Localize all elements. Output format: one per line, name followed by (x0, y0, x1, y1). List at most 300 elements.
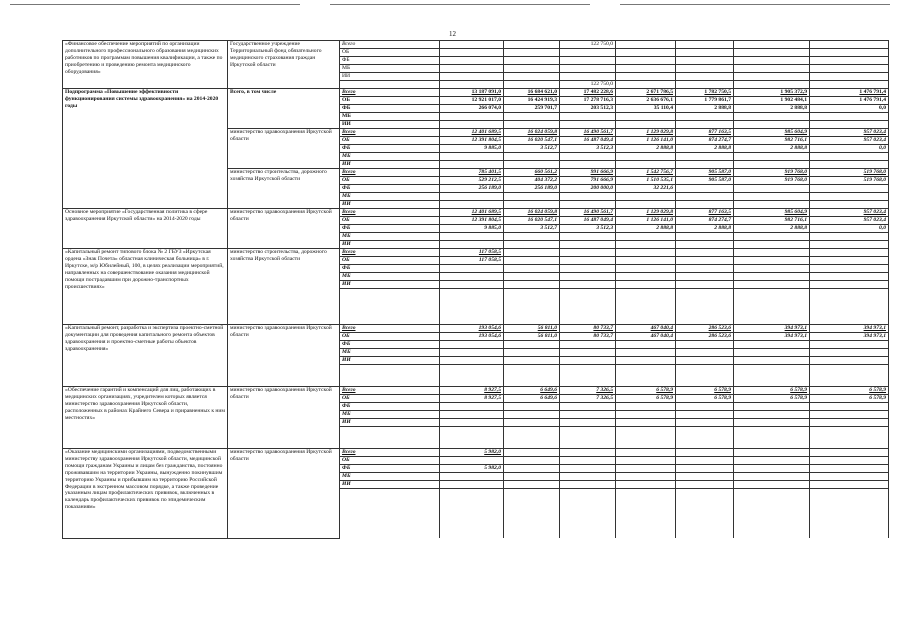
empty-cell (340, 289, 440, 297)
empty-cell (616, 489, 676, 497)
amount-cell (504, 65, 560, 73)
empty-cell (676, 296, 734, 303)
amount-cell: 1 905 372,9 (734, 89, 810, 97)
amount-cell (676, 185, 734, 193)
activity-description: «Финансовое обеспечение мероприятий по организации дополнительного профессионального образования медицинских работников по программам повышения квалификации, а также по приобретению и проведению ремонта медицинского оборудования» (63, 41, 228, 89)
amount-cell: 394 973,1 (734, 325, 810, 333)
empty-cell (810, 427, 889, 435)
amount-cell (734, 41, 810, 49)
amount-cell: 7 326,5 (560, 395, 616, 403)
amount-cell (504, 281, 560, 289)
funding-source: ФБ (340, 57, 440, 65)
amount-cell (616, 57, 676, 65)
amount-cell (810, 449, 889, 457)
amount-cell (504, 419, 560, 427)
amount-cell (440, 113, 504, 121)
amount-cell (734, 185, 810, 193)
amount-cell (810, 419, 889, 427)
amount-cell: 117 058,5 (440, 257, 504, 265)
amount-cell (616, 193, 676, 201)
amount-cell: 6 649,6 (504, 387, 560, 395)
amount-cell: 0,0 (810, 225, 889, 233)
amount-cell: 919 768,0 (734, 169, 810, 177)
empty-cell (560, 489, 616, 497)
amount-cell: 16 024 059,8 (504, 209, 560, 217)
amount-cell: 6 578,9 (810, 387, 889, 395)
empty-cell (560, 517, 616, 524)
funding-source: ФБ (340, 145, 440, 153)
empty-cell (504, 289, 560, 297)
activity-description: «Оказание медицинскими организациями, подведомственными министерству здравоохранения Иркутской области, медицинской помощи гражданам Украины и лицам без гражданства, постоянно проживавшим на территории Украины, вынужденно покинувшим территорию Украины и прибывшим на территорию Российской Федерации в экстренном массовом порядке, а также проведение указанным лицам профилактических прививок, включенных в календарь профилактических прививок по эпидемическим показаниям» (63, 449, 228, 539)
funding-source: ИИ (340, 419, 440, 427)
amount-cell (734, 357, 810, 365)
empty-cell (810, 310, 889, 317)
empty-cell (616, 317, 676, 325)
amount-cell: 256 189,0 (440, 185, 504, 193)
amount-cell: 394 973,1 (810, 325, 889, 333)
amount-cell (616, 161, 676, 169)
empty-cell (340, 365, 440, 373)
amount-cell (616, 419, 676, 427)
funding-source: МБ (340, 349, 440, 357)
amount-cell (440, 57, 504, 65)
amount-cell: 80 733,7 (560, 325, 616, 333)
empty-cell (616, 531, 676, 538)
amount-cell (810, 121, 889, 129)
empty-cell (676, 531, 734, 538)
empty-cell (734, 303, 810, 310)
amount-cell (734, 121, 810, 129)
table-row (63, 449, 889, 457)
empty-cell (616, 503, 676, 510)
empty-cell (676, 434, 734, 441)
funding-source: Всего (340, 449, 440, 457)
amount-cell (734, 257, 810, 265)
empty-cell (340, 379, 440, 387)
empty-cell (676, 510, 734, 517)
empty-cell (810, 434, 889, 441)
empty-cell (616, 372, 676, 379)
funding-source: ОБ (340, 97, 440, 105)
amount-cell: 286 523,6 (676, 325, 734, 333)
amount-cell: 2 888,8 (734, 145, 810, 153)
amount-cell: 3 512,3 (560, 225, 616, 233)
empty-cell (504, 317, 560, 325)
amount-cell: 16 487 049,4 (560, 137, 616, 145)
empty-cell (810, 303, 889, 310)
amount-cell (440, 265, 504, 273)
funding-source: ОБ (340, 49, 440, 57)
funding-source: МБ (340, 153, 440, 161)
amount-cell (616, 153, 676, 161)
amount-cell (734, 65, 810, 73)
amount-cell: 56 811,0 (504, 333, 560, 341)
amount-cell: 9 885,0 (440, 145, 504, 153)
scan-top-edge-left (10, 4, 300, 5)
empty-cell (504, 517, 560, 524)
amount-cell (560, 465, 616, 473)
amount-cell (560, 473, 616, 481)
empty-cell (616, 289, 676, 297)
empty-cell (560, 303, 616, 310)
empty-cell (560, 310, 616, 317)
empty-cell (734, 310, 810, 317)
empty-cell (504, 365, 560, 373)
empty-cell (734, 489, 810, 497)
amount-cell (440, 473, 504, 481)
amount-cell: 0,0 (810, 105, 889, 113)
amount-cell: 660 561,2 (504, 169, 560, 177)
empty-cell (616, 427, 676, 435)
empty-cell (340, 531, 440, 538)
amount-cell: 1 782 750,5 (676, 89, 734, 97)
amount-cell: 0,0 (810, 145, 889, 153)
amount-cell (616, 49, 676, 57)
amount-cell (504, 473, 560, 481)
amount-cell: 1 476 791,4 (810, 89, 889, 97)
empty-cell (560, 289, 616, 297)
empty-cell (734, 496, 810, 503)
amount-cell (560, 341, 616, 349)
activity-description: «Капитальный ремонт типового блока № 2 ГБУЗ «Иркутская ордена «Знак Почета» областная клиническая больница» в г. Иркутске, м/р Юбилейный, 100, в целях реализации мероприятий, направленных на совершенствование оказания медицинской помощи пострадавшим при дорожно-транспортных происшествиях» (63, 249, 228, 325)
amount-cell (676, 349, 734, 357)
amount-cell: 2 888,8 (616, 145, 676, 153)
empty-cell (340, 434, 440, 441)
amount-cell (810, 81, 889, 89)
amount-cell: 982 716,1 (734, 217, 810, 225)
amount-cell (616, 341, 676, 349)
amount-cell: 9 885,0 (440, 225, 504, 233)
amount-cell: 1 542 756,7 (616, 169, 676, 177)
amount-cell (734, 473, 810, 481)
empty-cell (440, 310, 504, 317)
amount-cell: 8 927,5 (440, 395, 504, 403)
empty-cell (504, 441, 560, 449)
amount-cell: 985 604,9 (734, 129, 810, 137)
amount-cell (440, 403, 504, 411)
amount-cell: 982 716,1 (734, 137, 810, 145)
amount-cell: 286 523,6 (676, 333, 734, 341)
amount-cell (440, 121, 504, 129)
amount-cell (560, 281, 616, 289)
executor-name: Государственное учреждение Территориальный фонд обязательного медицинского страхования граждан Иркутской области (228, 41, 340, 89)
amount-cell: 16 020 547,1 (504, 137, 560, 145)
amount-cell (504, 249, 560, 257)
amount-cell: 905 587,0 (676, 169, 734, 177)
amount-cell: 519 768,0 (810, 177, 889, 185)
funding-source: ФБ (340, 265, 440, 273)
amount-cell (504, 457, 560, 465)
empty-cell (734, 372, 810, 379)
amount-cell (676, 273, 734, 281)
amount-cell: 957 023,4 (810, 217, 889, 225)
activity-description: «Капитальный ремонт, разработка и экспертиза проектно-сметной документации для проведения капитального ремонта объектов здравоохранения и проектно-сметные работы объектов здравоохранения» (63, 325, 228, 387)
amount-cell (734, 349, 810, 357)
amount-cell (560, 57, 616, 65)
empty-cell (504, 303, 560, 310)
amount-cell: 5 982,0 (440, 465, 504, 473)
amount-cell (504, 273, 560, 281)
amount-cell (440, 41, 504, 49)
empty-cell (504, 496, 560, 503)
empty-cell (440, 503, 504, 510)
empty-cell (560, 296, 616, 303)
amount-cell (810, 201, 889, 209)
amount-cell: 529 212,5 (440, 177, 504, 185)
amount-cell (504, 233, 560, 241)
amount-cell (616, 249, 676, 257)
amount-cell: 991 666,9 (560, 169, 616, 177)
amount-cell (734, 403, 810, 411)
empty-cell (810, 517, 889, 524)
empty-cell (560, 434, 616, 441)
empty-cell (340, 496, 440, 503)
amount-cell: 1 510 535,1 (616, 177, 676, 185)
amount-cell (676, 73, 734, 81)
funding-source: ФБ (340, 185, 440, 193)
empty-cell (440, 379, 504, 387)
amount-cell: 874 274,7 (676, 217, 734, 225)
amount-cell (810, 473, 889, 481)
amount-cell (616, 403, 676, 411)
empty-cell (440, 517, 504, 524)
amount-cell: 16 024 059,8 (504, 129, 560, 137)
amount-cell: 2 888,8 (734, 105, 810, 113)
amount-cell (676, 113, 734, 121)
empty-cell (340, 489, 440, 497)
empty-cell (616, 524, 676, 531)
empty-cell (440, 489, 504, 497)
empty-cell (810, 365, 889, 373)
amount-cell: 3 512,7 (504, 225, 560, 233)
amount-cell (560, 449, 616, 457)
empty-cell (734, 524, 810, 531)
funding-source: ОБ (340, 177, 440, 185)
amount-cell (810, 241, 889, 249)
amount-cell: 17 278 716,3 (560, 97, 616, 105)
amount-cell (560, 121, 616, 129)
scan-top-edge-right (620, 4, 890, 5)
amount-cell: 12 391 804,5 (440, 217, 504, 225)
amount-cell (560, 357, 616, 365)
amount-cell: 1 902 484,1 (734, 97, 810, 105)
amount-cell (560, 249, 616, 257)
amount-cell (560, 113, 616, 121)
funding-source: МБ (340, 473, 440, 481)
amount-cell (676, 49, 734, 57)
amount-cell: 957 023,4 (810, 209, 889, 217)
amount-cell: 56 811,0 (504, 325, 560, 333)
funding-source (340, 81, 440, 89)
empty-cell (340, 517, 440, 524)
empty-cell (340, 303, 440, 310)
funding-source: ИИ (340, 281, 440, 289)
amount-cell (560, 265, 616, 273)
amount-cell (734, 465, 810, 473)
amount-cell (560, 403, 616, 411)
amount-cell (616, 481, 676, 489)
funding-source: ОБ (340, 137, 440, 145)
amount-cell (560, 73, 616, 81)
amount-cell (734, 265, 810, 273)
empty-cell (440, 372, 504, 379)
amount-cell (504, 403, 560, 411)
empty-cell (340, 317, 440, 325)
funding-source: ФБ (340, 341, 440, 349)
amount-cell: 8 927,5 (440, 387, 504, 395)
amount-cell (734, 241, 810, 249)
empty-cell (440, 510, 504, 517)
amount-cell (810, 457, 889, 465)
funding-source: ИИ (340, 481, 440, 489)
amount-cell: 12 401 689,5 (440, 129, 504, 137)
amount-cell (810, 41, 889, 49)
amount-cell: 6 578,9 (676, 395, 734, 403)
amount-cell (616, 281, 676, 289)
amount-cell: 266 074,0 (440, 105, 504, 113)
executor-name: министерство здравоохранения Иркутской области (228, 129, 340, 169)
empty-cell (616, 303, 676, 310)
amount-cell (504, 449, 560, 457)
amount-cell (810, 113, 889, 121)
amount-cell (676, 153, 734, 161)
funding-source: МБ (340, 65, 440, 73)
amount-cell: 259 701,7 (504, 105, 560, 113)
executor-name: министерство строительства, дорожного хозяйства Иркутской области (228, 169, 340, 209)
empty-cell (676, 289, 734, 297)
empty-cell (504, 427, 560, 435)
amount-cell: 16 487 049,4 (560, 217, 616, 225)
amount-cell (676, 57, 734, 65)
amount-cell (504, 481, 560, 489)
amount-cell (676, 257, 734, 265)
amount-cell (734, 201, 810, 209)
amount-cell: 467 040,4 (616, 333, 676, 341)
amount-cell (676, 193, 734, 201)
empty-cell (810, 317, 889, 325)
amount-cell: 791 666,9 (560, 177, 616, 185)
amount-cell: 905 587,0 (676, 177, 734, 185)
empty-cell (340, 524, 440, 531)
empty-cell (504, 296, 560, 303)
amount-cell (810, 185, 889, 193)
empty-cell (676, 496, 734, 503)
amount-cell: 117 058,5 (440, 249, 504, 257)
amount-cell: 3 512,7 (504, 145, 560, 153)
amount-cell (504, 41, 560, 49)
amount-cell (560, 233, 616, 241)
executor-name: Всего, в том числе (228, 89, 340, 129)
amount-cell (734, 161, 810, 169)
amount-cell (676, 233, 734, 241)
amount-cell (440, 65, 504, 73)
amount-cell: 17 482 228,6 (560, 89, 616, 97)
funding-source: МБ (340, 193, 440, 201)
amount-cell (504, 113, 560, 121)
empty-cell (810, 296, 889, 303)
empty-cell (676, 427, 734, 435)
funding-source: ИИ (340, 241, 440, 249)
empty-cell (810, 289, 889, 297)
empty-cell (676, 503, 734, 510)
amount-cell: 957 023,4 (810, 137, 889, 145)
amount-cell (504, 357, 560, 365)
empty-cell (560, 372, 616, 379)
amount-cell (676, 465, 734, 473)
empty-cell (810, 489, 889, 497)
amount-cell (734, 481, 810, 489)
amount-cell: 32 221,6 (616, 185, 676, 193)
funding-source: Всего (340, 325, 440, 333)
empty-cell (504, 372, 560, 379)
amount-cell (616, 457, 676, 465)
funding-source: ФБ (340, 105, 440, 113)
empty-cell (440, 296, 504, 303)
amount-cell (440, 341, 504, 349)
amount-cell (440, 201, 504, 209)
amount-cell (560, 257, 616, 265)
funding-source: ИИ (340, 357, 440, 365)
funding-source: МБ (340, 273, 440, 281)
amount-cell: 16 490 561,7 (560, 209, 616, 217)
funding-source: ОБ (340, 257, 440, 265)
empty-cell (440, 531, 504, 538)
amount-cell (440, 481, 504, 489)
amount-cell (560, 457, 616, 465)
amount-cell (810, 273, 889, 281)
amount-cell (616, 449, 676, 457)
amount-cell: 985 604,9 (734, 209, 810, 217)
empty-cell (440, 317, 504, 325)
empty-cell (340, 310, 440, 317)
empty-cell (810, 531, 889, 538)
amount-cell (810, 465, 889, 473)
amount-cell (810, 257, 889, 265)
empty-cell (504, 503, 560, 510)
amount-cell (504, 241, 560, 249)
amount-cell (560, 411, 616, 419)
activity-description: Подпрограмма «Повышение эффективности функционирования системы здравоохранения» на 2014-2020 годы (63, 89, 228, 209)
amount-cell: 404 372,2 (504, 177, 560, 185)
executor-name: министерство здравоохранения Иркутской области (228, 325, 340, 387)
funding-source: Всего (340, 387, 440, 395)
amount-cell: 467 040,4 (616, 325, 676, 333)
empty-cell (504, 510, 560, 517)
empty-cell (810, 379, 889, 387)
amount-cell: 16 020 547,1 (504, 217, 560, 225)
funding-source: ФБ (340, 403, 440, 411)
amount-cell (616, 113, 676, 121)
funding-source: ОБ (340, 457, 440, 465)
funding-source: Всего (340, 129, 440, 137)
amount-cell (810, 153, 889, 161)
amount-cell: 877 163,5 (676, 209, 734, 217)
activity-description: Основное мероприятие «Государственная политика в сфере здравоохранения Иркутской области» на 2014-2020 годы (63, 209, 228, 249)
amount-cell: 877 163,5 (676, 129, 734, 137)
amount-cell (734, 49, 810, 57)
empty-cell (340, 296, 440, 303)
amount-cell: 6 578,9 (810, 395, 889, 403)
amount-cell (676, 411, 734, 419)
amount-cell: 874 274,7 (676, 137, 734, 145)
amount-cell (616, 81, 676, 89)
page-number: 12 (449, 30, 456, 38)
empty-cell (676, 489, 734, 497)
empty-cell (340, 503, 440, 510)
amount-cell: 6 578,9 (676, 387, 734, 395)
amount-cell (810, 249, 889, 257)
amount-cell (810, 73, 889, 81)
